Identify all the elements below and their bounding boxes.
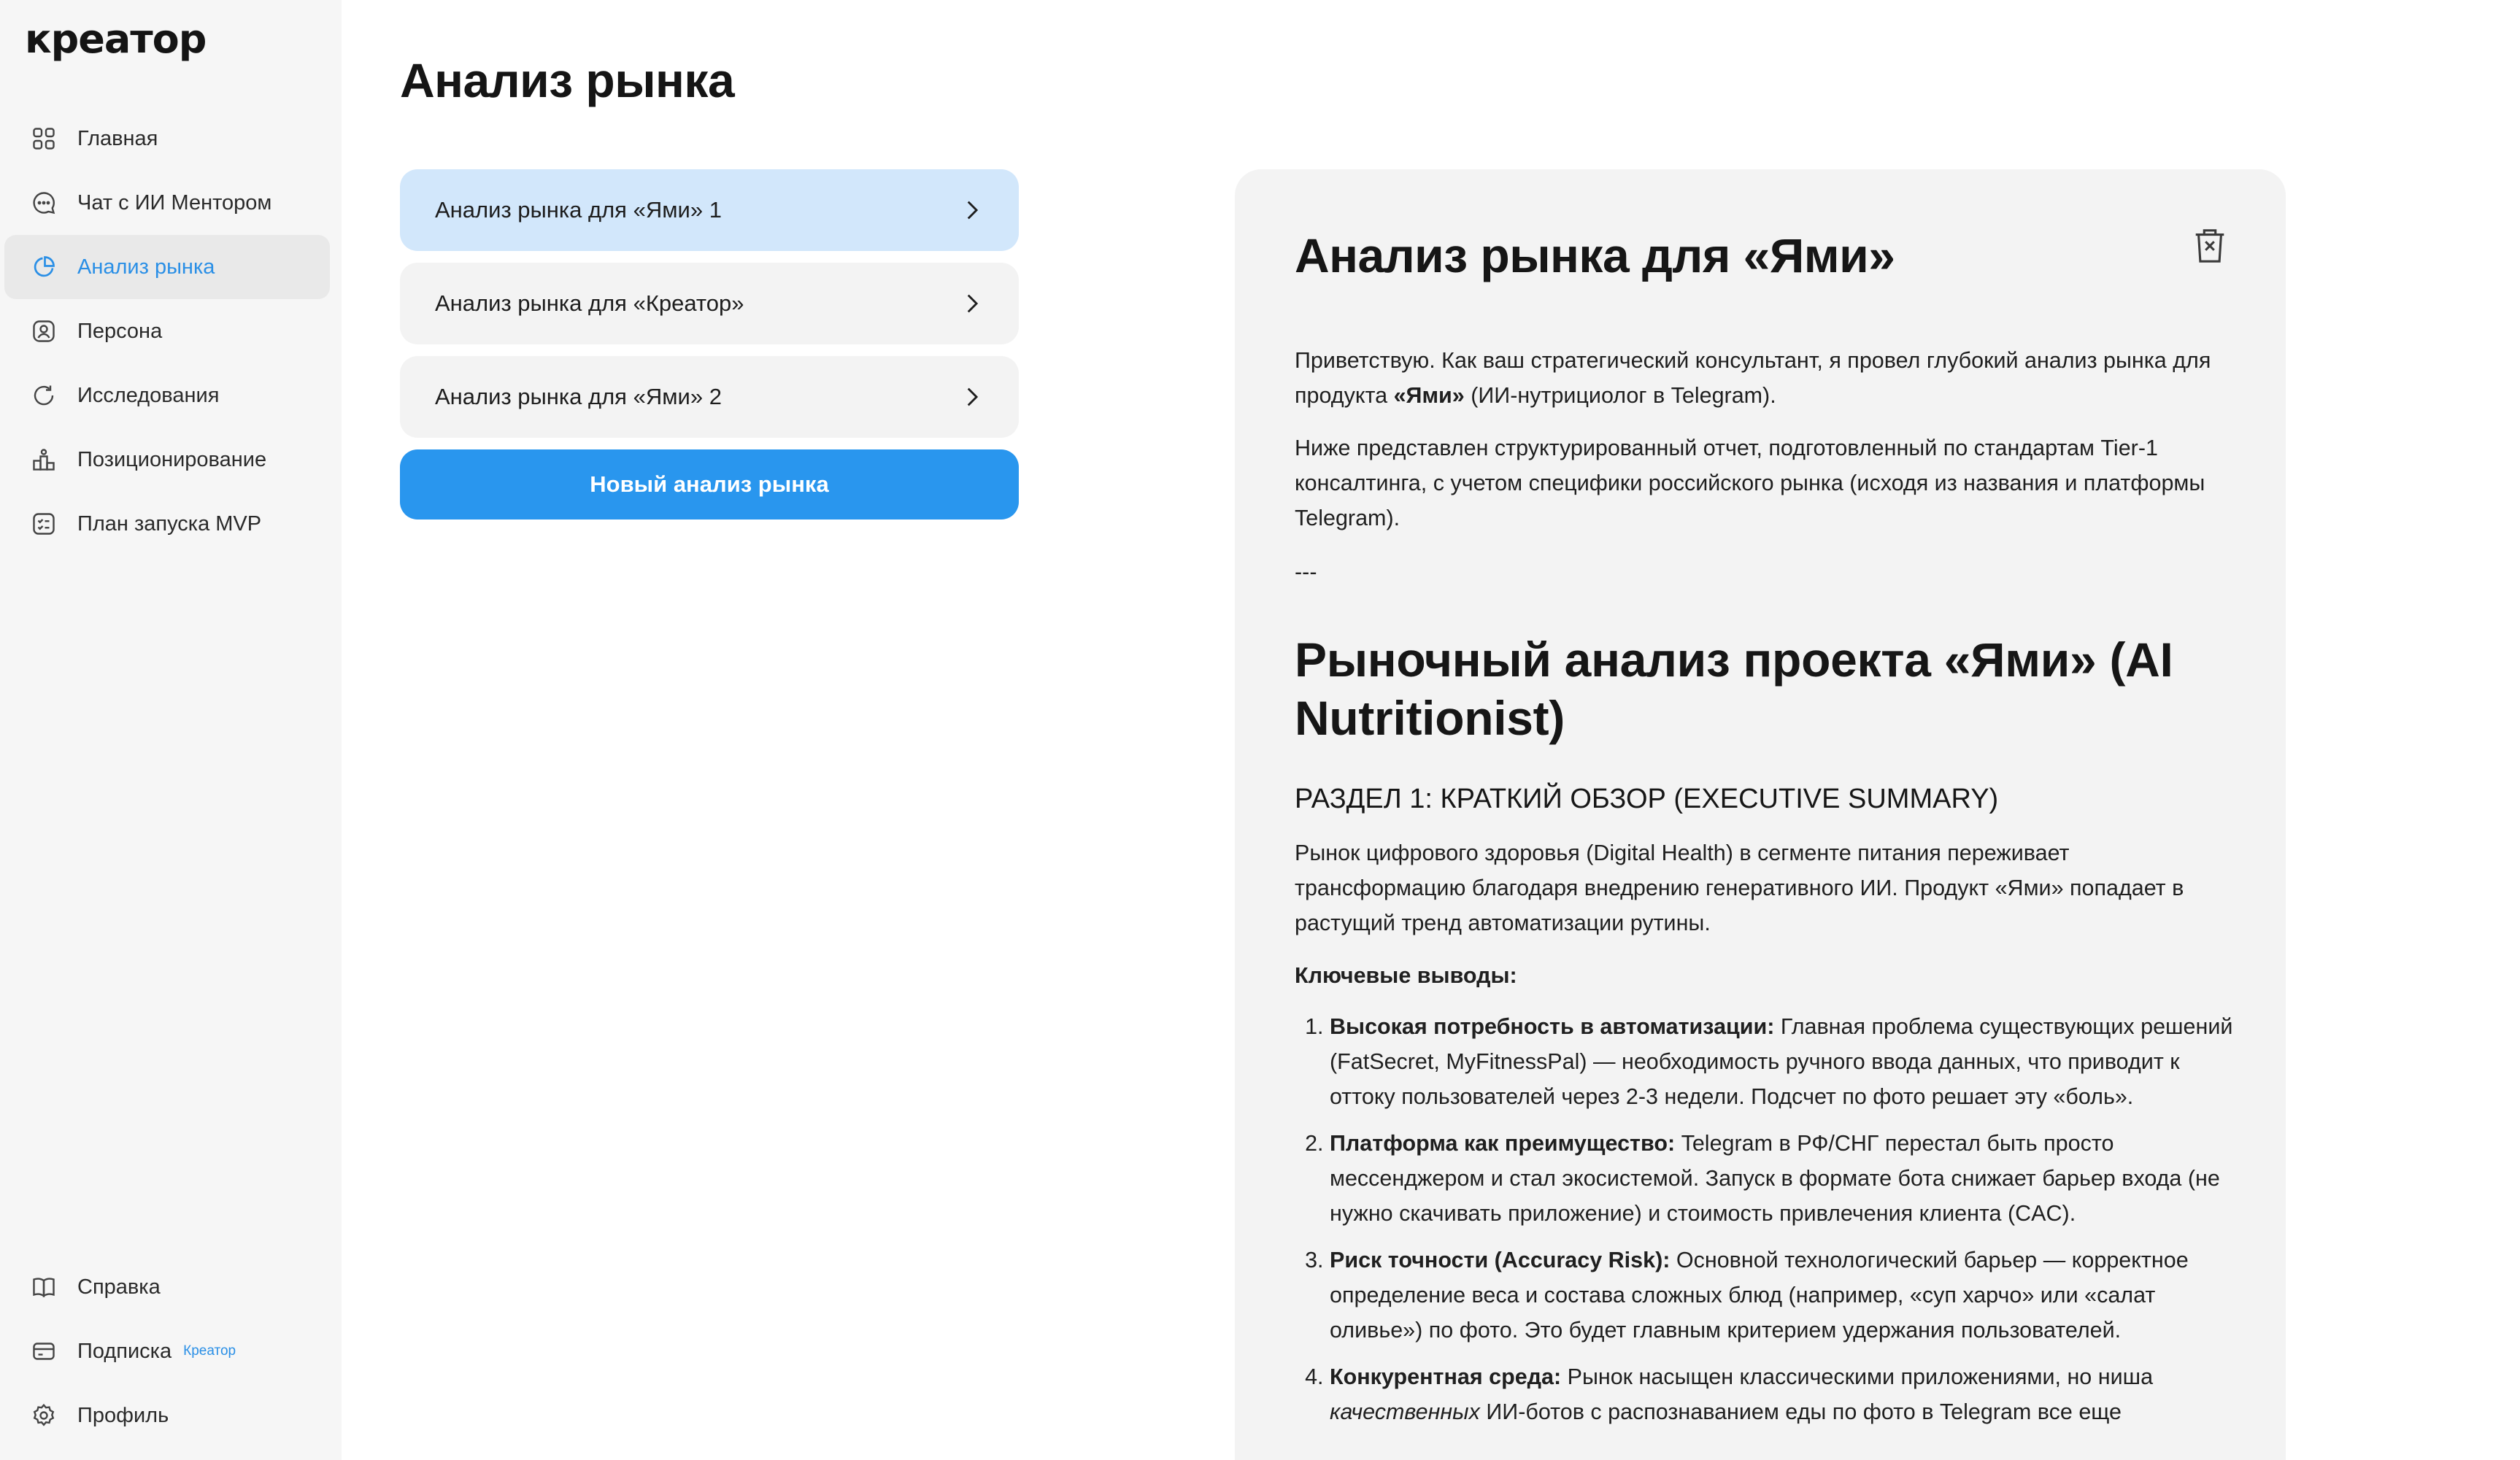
grid-icon [28, 123, 60, 155]
finding-title: Риск точности (Accuracy Risk): [1330, 1248, 1671, 1272]
analysis-item-label: Анализ рынка для «Креатор» [435, 290, 744, 316]
findings-list [1295, 1009, 2236, 1429]
intro-paragraph [1295, 343, 2236, 413]
separator: --- [1295, 560, 1317, 584]
sidebar-item-persona[interactable] [4, 299, 330, 363]
report-panel [1235, 169, 2286, 1460]
app-logo[interactable]: креатор [25, 16, 207, 62]
sidebar-item-label: Справка [77, 1275, 161, 1299]
product-name: «Ями» [1393, 383, 1465, 408]
list-item [1330, 1009, 2236, 1114]
sidebar-item-help[interactable] [4, 1255, 330, 1319]
sidebar-item-research[interactable] [4, 363, 330, 428]
chat-icon [28, 187, 60, 219]
gear-icon [28, 1399, 60, 1432]
chevron-right-icon [959, 385, 984, 409]
finding-title: Конкурентная среда: [1330, 1364, 1562, 1389]
list-item [1330, 1126, 2236, 1231]
sidebar-item-mvp-plan[interactable] [4, 492, 330, 556]
chevron-right-icon [959, 198, 984, 223]
analysis-item[interactable] [400, 169, 1019, 251]
sidebar-item-home[interactable] [4, 107, 330, 171]
sidebar-item-label: Профиль [77, 1403, 169, 1427]
finding-text: Рынок насыщен классическими приложениями, но ниша [1561, 1364, 2154, 1389]
analysis-item-label: Анализ рынка для «Ями» 2 [435, 384, 722, 409]
intro-text: (ИИ-нутрициолог в Telegram). [1464, 383, 1776, 408]
sidebar [0, 0, 342, 1460]
finding-text: ИИ-ботов с распознаванием еды по фото в Telegram все еще [1479, 1399, 2122, 1424]
intro-paragraph: Ниже представлен структурированный отчет, подготовленный по стандартам Tier-1 консалтинга, с учетом специфики российского рынка (исходя из названия и платформы Telegram). [1295, 436, 2205, 530]
sidebar-item-label: Персона [77, 319, 163, 343]
key-findings-label: Ключевые выводы: [1295, 963, 1517, 988]
sidebar-item-profile[interactable] [4, 1383, 330, 1448]
analysis-list [400, 169, 1019, 520]
finding-title: Платформа как преимущество: [1330, 1131, 1676, 1156]
sidebar-item-label: Главная [77, 126, 158, 150]
summary-paragraph: Рынок цифрового здоровья (Digital Health) в сегменте питания переживает трансформацию благодаря внедрению генеративного ИИ. Продукт «Ями» попадает в растущий тренд автоматизации рутины. [1295, 841, 2184, 935]
chevron-right-icon [959, 291, 984, 316]
subscription-badge: Креатор [183, 1343, 236, 1359]
section-heading: РАЗДЕЛ 1: КРАТКИЙ ОБЗОР (EXECUTIVE SUMMARY) [1295, 784, 1999, 814]
sidebar-item-label: Анализ рынка [77, 255, 215, 279]
analysis-item[interactable] [400, 356, 1019, 438]
sidebar-item-label: Исследования [77, 383, 220, 407]
report-heading: Рыночный анализ проекта «Ями» (AI Nutritionist) [1295, 633, 2173, 745]
sidebar-item-chat[interactable] [4, 171, 330, 235]
sidebar-item-market-analysis[interactable] [4, 235, 330, 299]
finding-text: Основной технологический барьер — корректное определение веса и состава сложных блюд (например, «суп харчо» или «салат оливье») по фото. Это будет главным критерием удержания пользователей. [1330, 1248, 2189, 1343]
checklist-icon [28, 508, 60, 540]
sidebar-item-positioning[interactable] [4, 428, 330, 492]
report-title: Анализ рынка для «Ями» [1295, 228, 1895, 282]
sidebar-item-label: План запуска MVP [77, 511, 262, 536]
report-content [1295, 228, 2236, 1441]
sidebar-item-label: Позиционирование [77, 447, 267, 471]
intro-text: Приветствую. Как ваш стратегический консультант, я провел глубокий анализ рынка для продукта [1295, 348, 2211, 408]
podium-icon [28, 444, 60, 476]
finding-text: Telegram в РФ/СНГ перестал быть просто мессенджером и стал экосистемой. Запуск в формате бота снижает барьер входа (не нужно скачивать приложение) и стоимость привлечения клиента (CAC). [1330, 1131, 2220, 1226]
analysis-item[interactable] [400, 263, 1019, 344]
person-icon [28, 315, 60, 347]
sidebar-item-label: Подписка [77, 1339, 172, 1363]
sidebar-item-label: Чат с ИИ Ментором [77, 190, 272, 215]
new-analysis-button[interactable]: Новый анализ рынка [400, 449, 1019, 520]
book-icon [28, 1271, 60, 1303]
page-title: Анализ рынка [400, 53, 735, 107]
list-item [1330, 1243, 2236, 1348]
finding-title: Высокая потребность в автоматизации: [1330, 1014, 1775, 1039]
sidebar-nav [4, 107, 330, 556]
finding-emphasis: качественных [1330, 1399, 1480, 1424]
pie-chart-icon [28, 251, 60, 283]
card-icon [28, 1335, 60, 1367]
finding-text: Главная проблема существующих решений (FatSecret, MyFitnessPal) — необходимость ручного ввода данных, что приводит к оттоку пользователей через 2-3 недели. Подсчет по фото решает эту «боль». [1330, 1014, 2233, 1109]
list-item [1330, 1359, 2236, 1429]
sidebar-bottom-nav [4, 1255, 330, 1448]
refresh-icon [28, 379, 60, 412]
sidebar-item-subscription[interactable] [4, 1319, 330, 1383]
analysis-item-label: Анализ рынка для «Ями» 1 [435, 197, 722, 223]
